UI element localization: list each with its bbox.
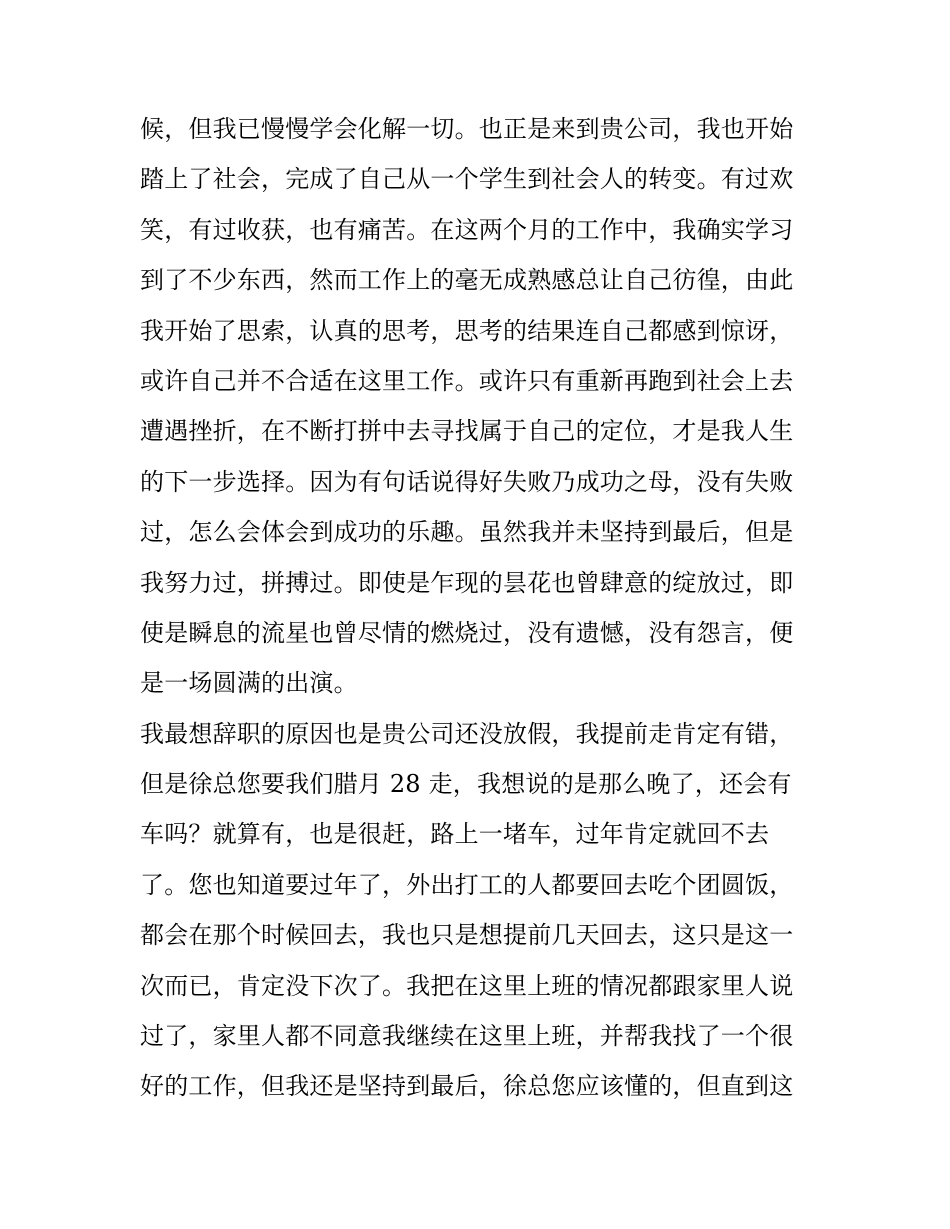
text-line-15: 车吗？就算有，也是很赶，路上一堵车，过年肯定就回不去 — [140, 820, 770, 849]
text-line-17: 都会在那个时候回去，我也只是想提前几天回去，这只是这一 — [140, 921, 794, 950]
text-line-8: 的下一步选择。因为有句话说得好失败乃成功之母，没有失败 — [140, 467, 794, 496]
text-line-7: 遭遇挫折，在不断打拼中去寻找属于自己的定位，才是我人生 — [140, 417, 794, 446]
text-line-18: 次而已，肯定没下次了。我把在这里上班的情况都跟家里人说 — [140, 971, 794, 1000]
text-line-3: 笑，有过收获，也有痛苦。在这两个月的工作中，我确实学习 — [140, 215, 794, 244]
text-line-10: 我努力过，拼搏过。即使是乍现的昙花也曾肆意的绽放过，即 — [140, 568, 794, 597]
text-line-6: 或许自己并不合适在这里工作。或许只有重新再跑到社会上去 — [140, 366, 794, 395]
text-line-1: 候，但我已慢慢学会化解一切。也正是来到贵公司，我也开始 — [140, 115, 794, 143]
text-line-5: 我开始了思索，认真的思考，思考的结果连自己都感到惊讶， — [140, 316, 794, 345]
text-line-4: 到了不少东西，然而工作上的毫无成熟感总让自己彷徨，由此 — [140, 266, 794, 295]
text-line-12: 是一场圆满的出演。 — [140, 669, 358, 698]
text-line-13: 我最想辞职的原因也是贵公司还没放假，我提前走肯定有错， — [140, 719, 794, 748]
body-text — [140, 104, 820, 1112]
text-line-14: 但是徐总您要我们腊月 28 走，我想说的是那么晚了，还会有 — [140, 770, 792, 799]
text-line-11: 使是瞬息的流星也曾尽情的燃烧过，没有遗憾，没有怨言，便 — [140, 618, 794, 647]
text-line-20: 好的工作，但我还是坚持到最后，徐总您应该懂的，但直到这 — [140, 1072, 794, 1101]
text-line-19: 过了，家里人都不同意我继续在这里上班，并帮我找了一个很 — [140, 1022, 794, 1051]
text-line-16: 了。您也知道要过年了，外出打工的人都要回去吃个团圆饭， — [140, 870, 794, 899]
text-line-2: 踏上了社会，完成了自己从一个学生到社会人的转变。有过欢 — [140, 165, 794, 194]
text-line-9: 过，怎么会体会到成功的乐趣。虽然我并未坚持到最后，但是 — [140, 518, 794, 547]
